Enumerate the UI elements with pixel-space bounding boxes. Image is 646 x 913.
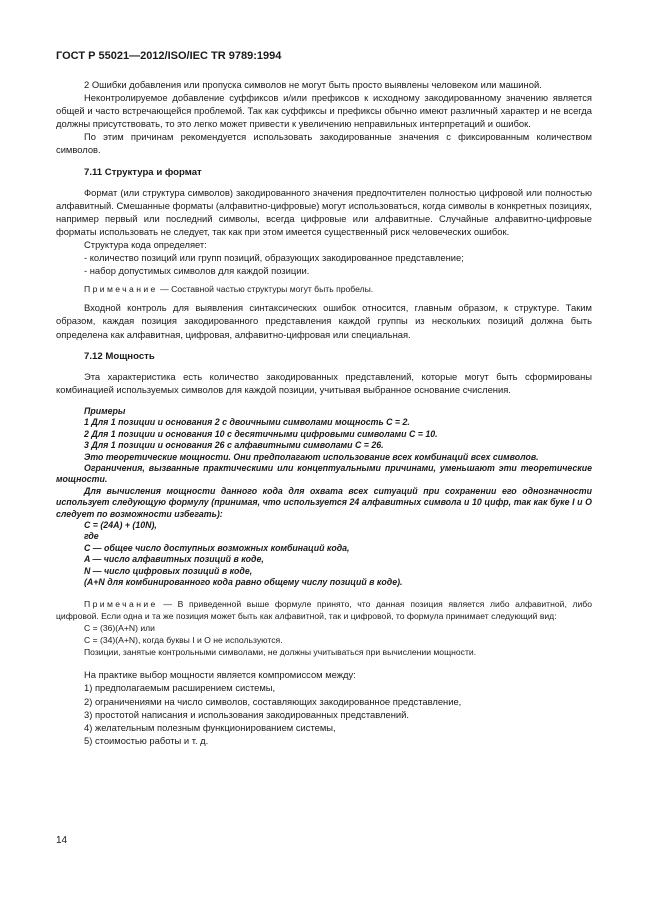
note-formula: C = (36)(A+N) или — [84, 623, 155, 634]
example-item: Ограничения, вызванные практическими или концептуальными причинами, уменьшают эти теоретические мощности. — [56, 462, 592, 485]
section-heading-7-12: 7.12 Мощность — [84, 350, 155, 362]
example-item: Для вычисления мощности данного кода для охвата всех ситуаций при сохранении его однозначности использует следующую формулу (принимая, что используется 24 алфавитных символа и 10 цифр, так как буке I и O следует по возможности избегать): — [56, 485, 592, 519]
paragraph: По этим причинам рекомендуется использовать закодированные значения с фиксированным количеством символов. — [56, 131, 592, 156]
note-label: Примечание — [84, 599, 158, 610]
list-item: - количество позиций или групп позиций, образующих закодированное представление; — [84, 252, 464, 264]
paragraph: На практике выбор мощности является компромиссом между: — [84, 669, 356, 681]
document-header: ГОСТ Р 55021—2012/ISO/IEC TR 9789:1994 — [56, 50, 282, 62]
note-label: Примечание — [84, 284, 158, 295]
paragraph: Формат (или структура символов) закодированного значения предпочтителен полностью цифровой или полностью алфавитный. Смешанные форматы (алфавитно-цифровые) могут использоваться, когда символы в конкретных позициях, например первый или последний символы, всегда цифровые или алфавитные. Случайные алфавитно-цифровые форматы использовать не следует, так как при этом имеется существенный риск человеческих ошибок. — [56, 186, 592, 237]
list-item: 3) простотой написания и использования закодированных представлений. — [84, 708, 409, 720]
formula-term: C — общее число доступных возможных комбинаций кода, — [84, 542, 350, 553]
list-item: 5) стоимостью работы и т. д. — [84, 734, 209, 746]
formula: C = (24A) + (10N), — [84, 519, 157, 530]
note-text: Позиции, занятые контрольными символами, не должны учитываться при вычислении мощности. — [84, 647, 477, 658]
formula-term: A — число алфавитных позиций в коде, — [84, 554, 264, 565]
formula-where: где — [84, 531, 99, 542]
formula-term: (A+N для комбинированного кода равно общему числу позиций в коде). — [84, 576, 403, 587]
note — [56, 598, 592, 622]
paragraph: 2 Ошибки добавления или пропуска символов не могут быть просто выявлены человеком или машиной. — [84, 79, 542, 90]
document-body — [56, 78, 592, 747]
section-heading-7-11: 7.11 Структура и формат — [84, 166, 202, 178]
list-item: - набор допустимых символов для каждой позиции. — [84, 265, 310, 277]
example-item: Это теоретические мощности. Они предполагают использование всех комбинаций всех символов. — [84, 451, 539, 462]
note-text: — В приведенной выше формуле принято, что данная позиция является либо алфавитной, либо цифровой. Если одна и та же позиция может быть как алфавитной, так и цифровой, то формула принимает следующий вид: — [56, 599, 592, 622]
paragraph: Структура кода определяет: — [84, 239, 207, 251]
paragraph: Входной контроль для выявления синтаксических ошибок относится, главным образом, к структуре. Таким образом, каждая позиция закодированного представления каждой группы из нескольких позиций должна быть определена как алфавитная, цифровая, алфавитно-цифровая или специальная. — [56, 302, 592, 340]
example-item: 1 Для 1 позиции и основания 2 с двоичными символами мощность C = 2. — [84, 417, 410, 428]
paragraph: Неконтролируемое добавление суффиксов и/или префиксов к исходному закодированному значению является общей и часто встречающейся проблемой. Так как суффиксы и префиксы обычно имеют различный характер и не всегда должны присутствовать, то это легко может привести к увеличению неправильных интерпретаций и ошибок. — [56, 92, 592, 130]
note-text: — Составной частью структуры могут быть пробелы. — [157, 284, 374, 295]
paragraph: Эта характеристика есть количество закодированных представлений, которые могут быть сформированы комбинацией используемых символов для каждой позиции, учитывая выбранное основание счисления. — [56, 370, 592, 395]
examples-title: Примеры — [84, 405, 126, 416]
formula-term: N — число цифровых позиций в коде, — [84, 565, 253, 576]
note — [56, 283, 592, 295]
example-item: 3 Для 1 позиции и основания 26 с алфавитными символами C = 26. — [84, 440, 384, 451]
example-item: 2 Для 1 позиции и основания 10 с десятичными цифровыми символами C = 10. — [84, 428, 438, 439]
page-number: 14 — [56, 835, 68, 846]
note-formula: C = (34)(A+N), когда буквы I и O не используются. — [84, 635, 283, 646]
list-item: 2) ограничениями на число символов, составляющих закодированное представление, — [84, 695, 462, 707]
list-item: 4) желательным полезным функционированием системы, — [84, 721, 336, 733]
list-item: 1) предполагаемым расширением системы, — [84, 682, 276, 694]
